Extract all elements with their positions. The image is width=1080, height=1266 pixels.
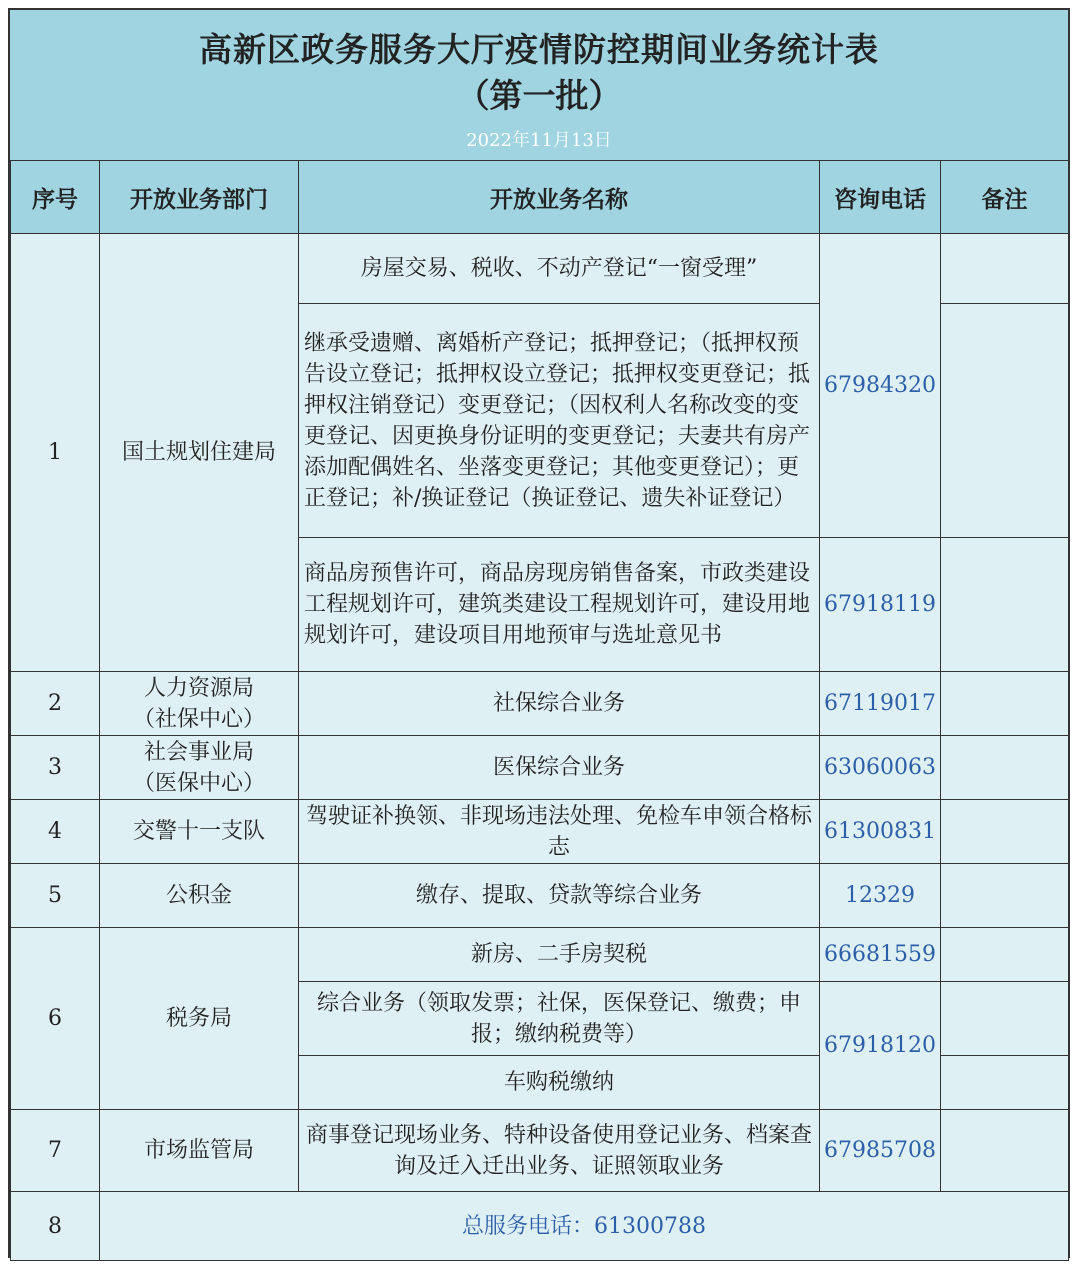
- service-cell: 驾驶证补换领、非现场违法处理、免检车申领合格标志: [299, 800, 820, 864]
- table-row: [11, 928, 1069, 982]
- table-row: [11, 672, 1069, 736]
- phone-cell: 63060063: [820, 736, 941, 800]
- phone-cell: 67985708: [820, 1110, 941, 1192]
- phone-cell: 67918120: [820, 982, 941, 1110]
- remark-cell: [941, 234, 1069, 304]
- service-cell: 继承受遗赠、离婚析产登记；抵押登记；（抵押权预告设立登记；抵押权设立登记；抵押权变更登记；抵押权注销登记）变更登记；（因权利人名称改变的变更登记、因更换身份证明的变更登记；夫妻共有房产添加配偶姓名、坐落变更登记；其他变更登记）；更正登记；补/换证登记（换证登记、遗失补证登记）: [299, 304, 820, 538]
- row-number: 6: [11, 928, 100, 1110]
- remark-cell: [941, 928, 1069, 982]
- remark-cell: [941, 864, 1069, 928]
- date-label: 2022年11月13日: [466, 130, 612, 151]
- page-subtitle: （第一批）: [456, 76, 622, 115]
- row-number: 5: [11, 864, 100, 928]
- row-number: 2: [11, 672, 100, 736]
- remark-cell: [941, 1056, 1069, 1110]
- business-table: [10, 160, 1069, 1261]
- page-title: 高新区政务服务大厅疫情防控期间业务统计表: [199, 30, 879, 69]
- row-number: 7: [11, 1110, 100, 1192]
- phone-cell: 66681559: [820, 928, 941, 982]
- col-header-dept: 开放业务部门: [100, 161, 299, 234]
- service-cell: 车购税缴纳: [299, 1056, 820, 1110]
- department-cell: 市场监管局: [100, 1110, 299, 1192]
- remark-cell: [941, 304, 1069, 538]
- phone-cell: 67119017: [820, 672, 941, 736]
- col-header-service: 开放业务名称: [299, 161, 820, 234]
- table-row: [11, 736, 1069, 800]
- phone-cell: 67984320: [820, 234, 941, 538]
- service-cell: 商事登记现场业务、特种设备使用登记业务、档案查询及迁入迁出业务、证照领取业务: [299, 1110, 820, 1192]
- service-cell: 商品房预售许可，商品房现房销售备案，市政类建设工程规划许可，建筑类建设工程规划许可，建设用地规划许可，建设项目用地预审与选址意见书: [299, 538, 820, 672]
- col-header-no: 序号: [11, 161, 100, 234]
- service-cell: 房屋交易、税收、不动产登记“一窗受理”: [299, 234, 820, 304]
- department-cell: 税务局: [100, 928, 299, 1110]
- column-header-row: [11, 161, 1069, 234]
- table-row: [11, 234, 1069, 304]
- row-number: 1: [11, 234, 100, 672]
- row-number: 3: [11, 736, 100, 800]
- department-subname: （医保中心）: [132, 770, 265, 796]
- department-cell: [100, 672, 299, 736]
- table-row: [11, 1192, 1069, 1261]
- department-cell: 公积金: [100, 864, 299, 928]
- department-cell: 交警十一支队: [100, 800, 299, 864]
- department-cell: 国土规划住建局: [100, 234, 299, 672]
- col-header-phone: 咨询电话: [820, 161, 941, 234]
- table-row: [11, 864, 1069, 928]
- department-name: 人力资源局: [143, 675, 254, 701]
- phone-cell: 61300831: [820, 800, 941, 864]
- table-row: [11, 800, 1069, 864]
- row-number: 4: [11, 800, 100, 864]
- department-subname: （社保中心）: [132, 706, 265, 732]
- department-name: 社会事业局: [143, 739, 254, 765]
- remark-cell: [941, 982, 1069, 1056]
- table-header-banner: [10, 10, 1068, 161]
- table-row: [11, 1110, 1069, 1192]
- remark-cell: [941, 672, 1069, 736]
- row-number: 8: [11, 1192, 100, 1261]
- remark-cell: [941, 538, 1069, 672]
- phone-cell: 67918119: [820, 538, 941, 672]
- department-cell: [100, 736, 299, 800]
- service-cell: 综合业务（领取发票；社保，医保登记、缴费；申报；缴纳税费等）: [299, 982, 820, 1056]
- col-header-remark: 备注: [941, 161, 1069, 234]
- remark-cell: [941, 1110, 1069, 1192]
- total-service-phone: 总服务电话：61300788: [100, 1192, 1069, 1261]
- service-cell: 缴存、提取、贷款等综合业务: [299, 864, 820, 928]
- document-frame: [8, 8, 1070, 1258]
- remark-cell: [941, 800, 1069, 864]
- remark-cell: [941, 736, 1069, 800]
- phone-cell: 12329: [820, 864, 941, 928]
- service-cell: 社保综合业务: [299, 672, 820, 736]
- service-cell: 医保综合业务: [299, 736, 820, 800]
- service-cell: 新房、二手房契税: [299, 928, 820, 982]
